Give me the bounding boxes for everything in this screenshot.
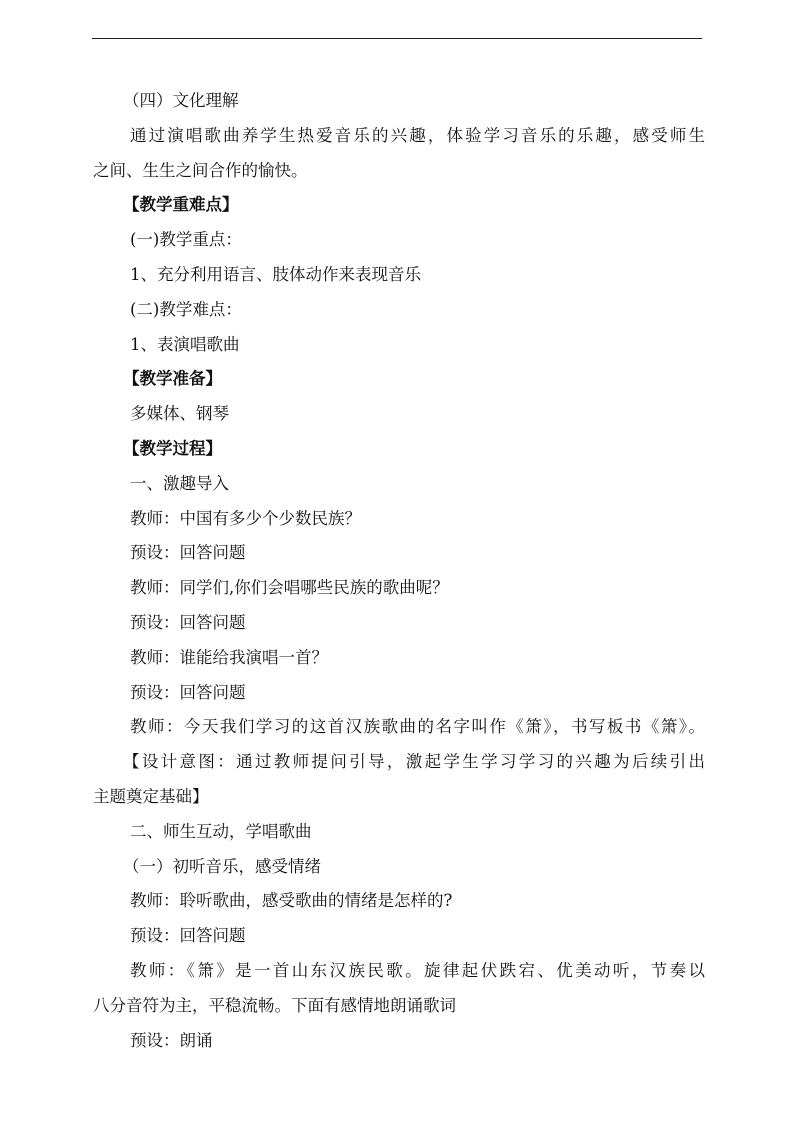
text-line: 教师：谁能给我演唱一首？ — [130, 647, 328, 667]
text-line: 【设计意图：通过教师提问引导，激起学生学习学习的兴趣为后续引出 — [123, 752, 705, 772]
text-line: 教师：中国有多少个少数民族？ — [130, 508, 361, 528]
text-line: 多媒体、钢琴 — [130, 404, 229, 424]
text-line: 二、师生互动，学唱歌曲 — [130, 821, 312, 841]
text-line: 预设：回答问题 — [130, 543, 246, 563]
text-line: （四）文化理解 — [123, 91, 239, 110]
text-line: 之间、生生之间合作的愉快。 — [93, 160, 308, 180]
text-line: (一)教学重点： — [130, 230, 242, 250]
text-line: 教师：同学们,你们会唱哪些民族的歌曲呢？ — [130, 578, 449, 598]
text-line: 一、激趣导入 — [130, 473, 229, 493]
text-line: 预设：回答问题 — [130, 926, 246, 946]
text-line: （一）初听音乐，感受情绪 — [123, 856, 321, 876]
text-line: 1、充分利用语言、肢体动作来表现音乐 — [130, 264, 421, 284]
text-line: 1、表演唱歌曲 — [130, 334, 240, 354]
text-line: 教师：《箫》是一首山东汉族民歌。旋律起伏跌宕、优美动听，节奏以 — [130, 960, 705, 980]
text-line: (二)教学难点： — [130, 299, 242, 319]
text-line: 教师：今天我们学习的这首汉族歌曲的名字叫作《箫》，书写板书《箫》。 — [130, 717, 705, 737]
text-line: 【教学重难点】 — [123, 195, 239, 215]
text-line: 【教学准备】 — [123, 369, 222, 389]
text-line: 主题奠定基础】 — [93, 786, 209, 806]
text-line: 预设：回答问题 — [130, 682, 246, 702]
text-line: 预设：朗诵 — [130, 1030, 213, 1050]
text-line: 【教学过程】 — [123, 438, 222, 458]
text-line: 通过演唱歌曲养学生热爱音乐的兴趣，体验学习音乐的乐趣，感受师生 — [130, 125, 705, 145]
document-body — [93, 84, 705, 1058]
text-line: 预设：回答问题 — [130, 612, 246, 632]
text-line: 八分音符为主，平稳流畅。下面有感情地朗诵歌词 — [93, 995, 456, 1015]
text-line: 教师：聆听歌曲，感受歌曲的情绪是怎样的? — [130, 891, 453, 911]
header-rule — [92, 38, 702, 39]
